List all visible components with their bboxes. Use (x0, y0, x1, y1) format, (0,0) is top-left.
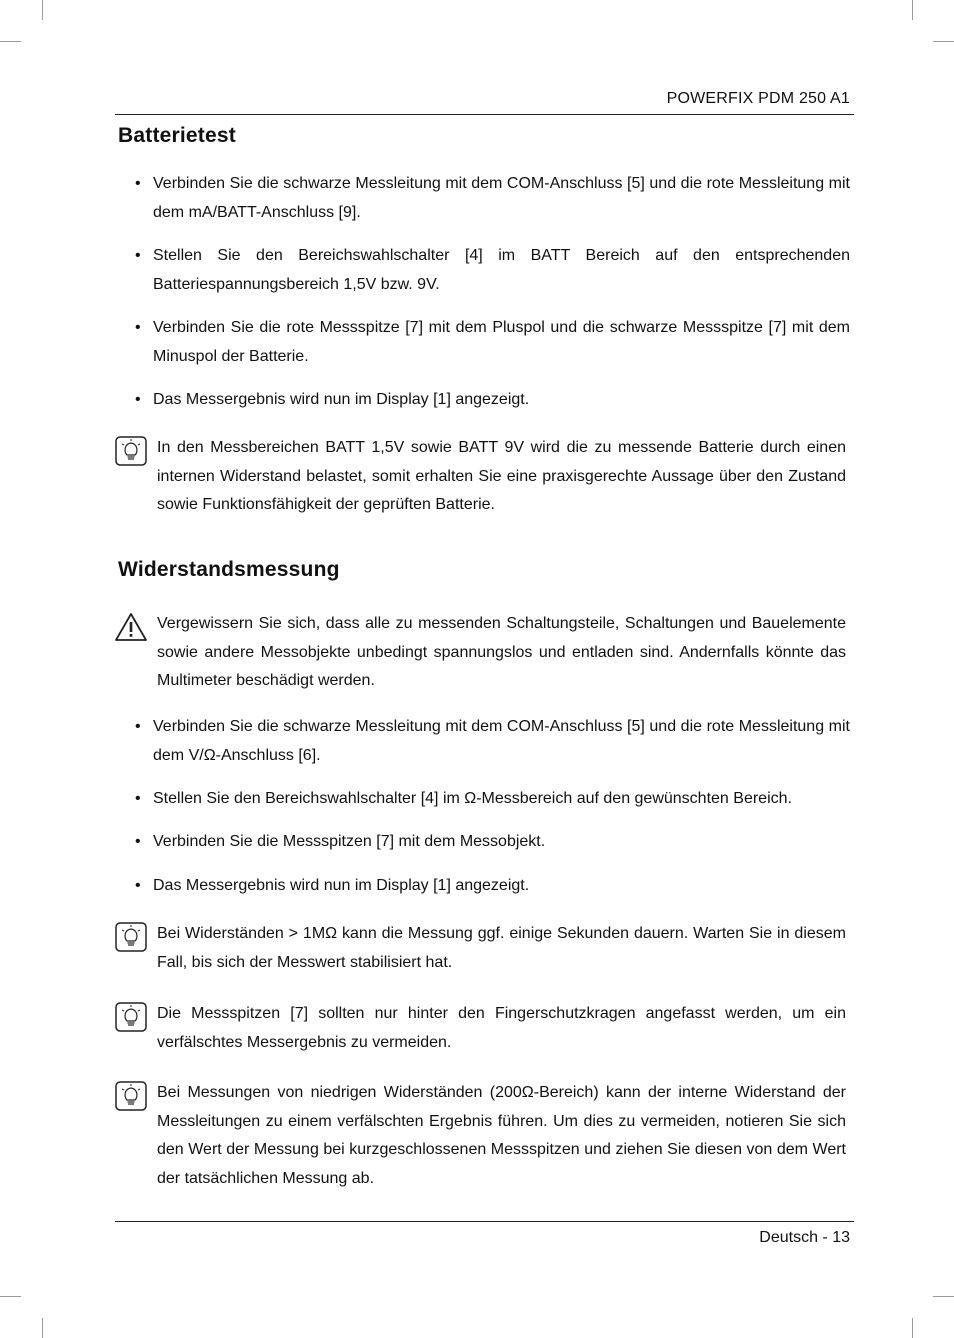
note-text: Bei Messungen von niedrigen Widerständen (200Ω-Bereich) kann der interne Widerstand der Messleitungen zu einem verfälschten Ergebnis führen. Um dies zu vermeiden, notieren Sie sich den Wert der Messung bei kurzgeschlossenen Messspitzen und ziehen Sie diesen von dem Wert der tatsächlichen Messung ab. (157, 1084, 846, 1187)
list-item (135, 713, 850, 770)
note-text: In den Messbereichen BATT 1,5V sowie BATT 9V wird die zu messende Batterie durch einen internen Widerstand belastet, somit erhalten Sie eine praxisgerechte Aussage über den Zustand sowie Funktionsfähigkeit der geprüften Batterie. (157, 439, 846, 514)
crop-mark (0, 1296, 21, 1297)
crop-mark (0, 41, 21, 42)
bullet-dot: • (135, 833, 141, 850)
list-item (135, 170, 850, 227)
list-item (135, 386, 850, 415)
list-item (135, 242, 850, 299)
lightbulb-icon (115, 1081, 147, 1111)
bullet-dot: • (135, 790, 141, 807)
section-title-widerstandsmessung: Widerstandsmessung (118, 558, 340, 581)
crop-mark (42, 0, 43, 20)
list-item (135, 785, 850, 814)
crop-mark (912, 1318, 913, 1338)
warning-text: Vergewissern Sie sich, dass alle zu messenden Schaltungsteile, Schaltungen und Bauelemente sowie andere Messobjekte unbedingt spannungslos und entladen sind. Andernfalls könnte das Multimeter beschädigt werden. (157, 615, 846, 690)
bullet-dot: • (135, 718, 141, 735)
list-item-text: Stellen Sie den Bereichswahlschalter [4] im Ω-Messbereich auf den gewünschten Bereich. (153, 790, 792, 807)
bullet-dot: • (135, 319, 141, 336)
lightbulb-icon (115, 922, 147, 952)
lightbulb-icon (115, 436, 147, 466)
crop-mark (933, 1296, 954, 1297)
list-item-text: Das Messergebnis wird nun im Display [1] angezeigt. (153, 877, 530, 894)
footer-rule (115, 1221, 854, 1222)
bullet-dot: • (135, 247, 141, 264)
crop-mark (933, 41, 954, 42)
bullet-dot: • (135, 391, 141, 408)
note-text: Die Messspitzen [7] sollten nur hinter den Fingerschutzkragen angefasst werden, um ein verfälschtes Messergebnis zu vermeiden. (157, 1005, 846, 1051)
warning-block (115, 610, 846, 696)
list-item-text: Verbinden Sie die schwarze Messleitung mit dem COM-Anschluss [5] und die rote Messleitung mit dem V/Ω-Anschluss [6]. (153, 718, 850, 764)
note-block (115, 1000, 846, 1057)
note-block (115, 434, 846, 520)
note-text: Bei Widerständen > 1MΩ kann die Messung ggf. einige Sekunden dauern. Warten Sie in diesem Fall, bis sich der Messwert stabilisiert hat. (157, 925, 846, 971)
section-title-batterietest: Batterietest (118, 124, 236, 147)
page-number: Deutsch - 13 (759, 1229, 850, 1246)
list-item (135, 828, 850, 857)
header-product-name: POWERFIX PDM 250 A1 (666, 90, 850, 107)
list-item-text: Verbinden Sie die Messspitzen [7] mit dem Messobjekt. (153, 833, 546, 850)
crop-mark (912, 0, 913, 20)
crop-mark (42, 1318, 43, 1338)
note-block (115, 920, 846, 977)
list-item-text: Das Messergebnis wird nun im Display [1] angezeigt. (153, 391, 530, 408)
lightbulb-icon (115, 1002, 147, 1032)
bullet-dot: • (135, 877, 141, 894)
list-item (135, 314, 850, 371)
list-item-text: Stellen Sie den Bereichswahlschalter [4] im BATT Bereich auf den entsprechenden Batteriespannungsbereich 1,5V bzw. 9V. (153, 247, 850, 293)
bullet-dot: • (135, 175, 141, 192)
header-rule (115, 114, 854, 115)
list-item-text: Verbinden Sie die rote Messspitze [7] mit dem Pluspol und die schwarze Messspitze [7] mit dem Minuspol der Batterie. (153, 319, 850, 365)
list-item-text: Verbinden Sie die schwarze Messleitung mit dem COM-Anschluss [5] und die rote Messleitung mit dem mA/BATT-Anschluss [9]. (153, 175, 850, 221)
list-item (135, 872, 850, 901)
warning-triangle-icon (115, 612, 147, 642)
note-block (115, 1079, 846, 1193)
